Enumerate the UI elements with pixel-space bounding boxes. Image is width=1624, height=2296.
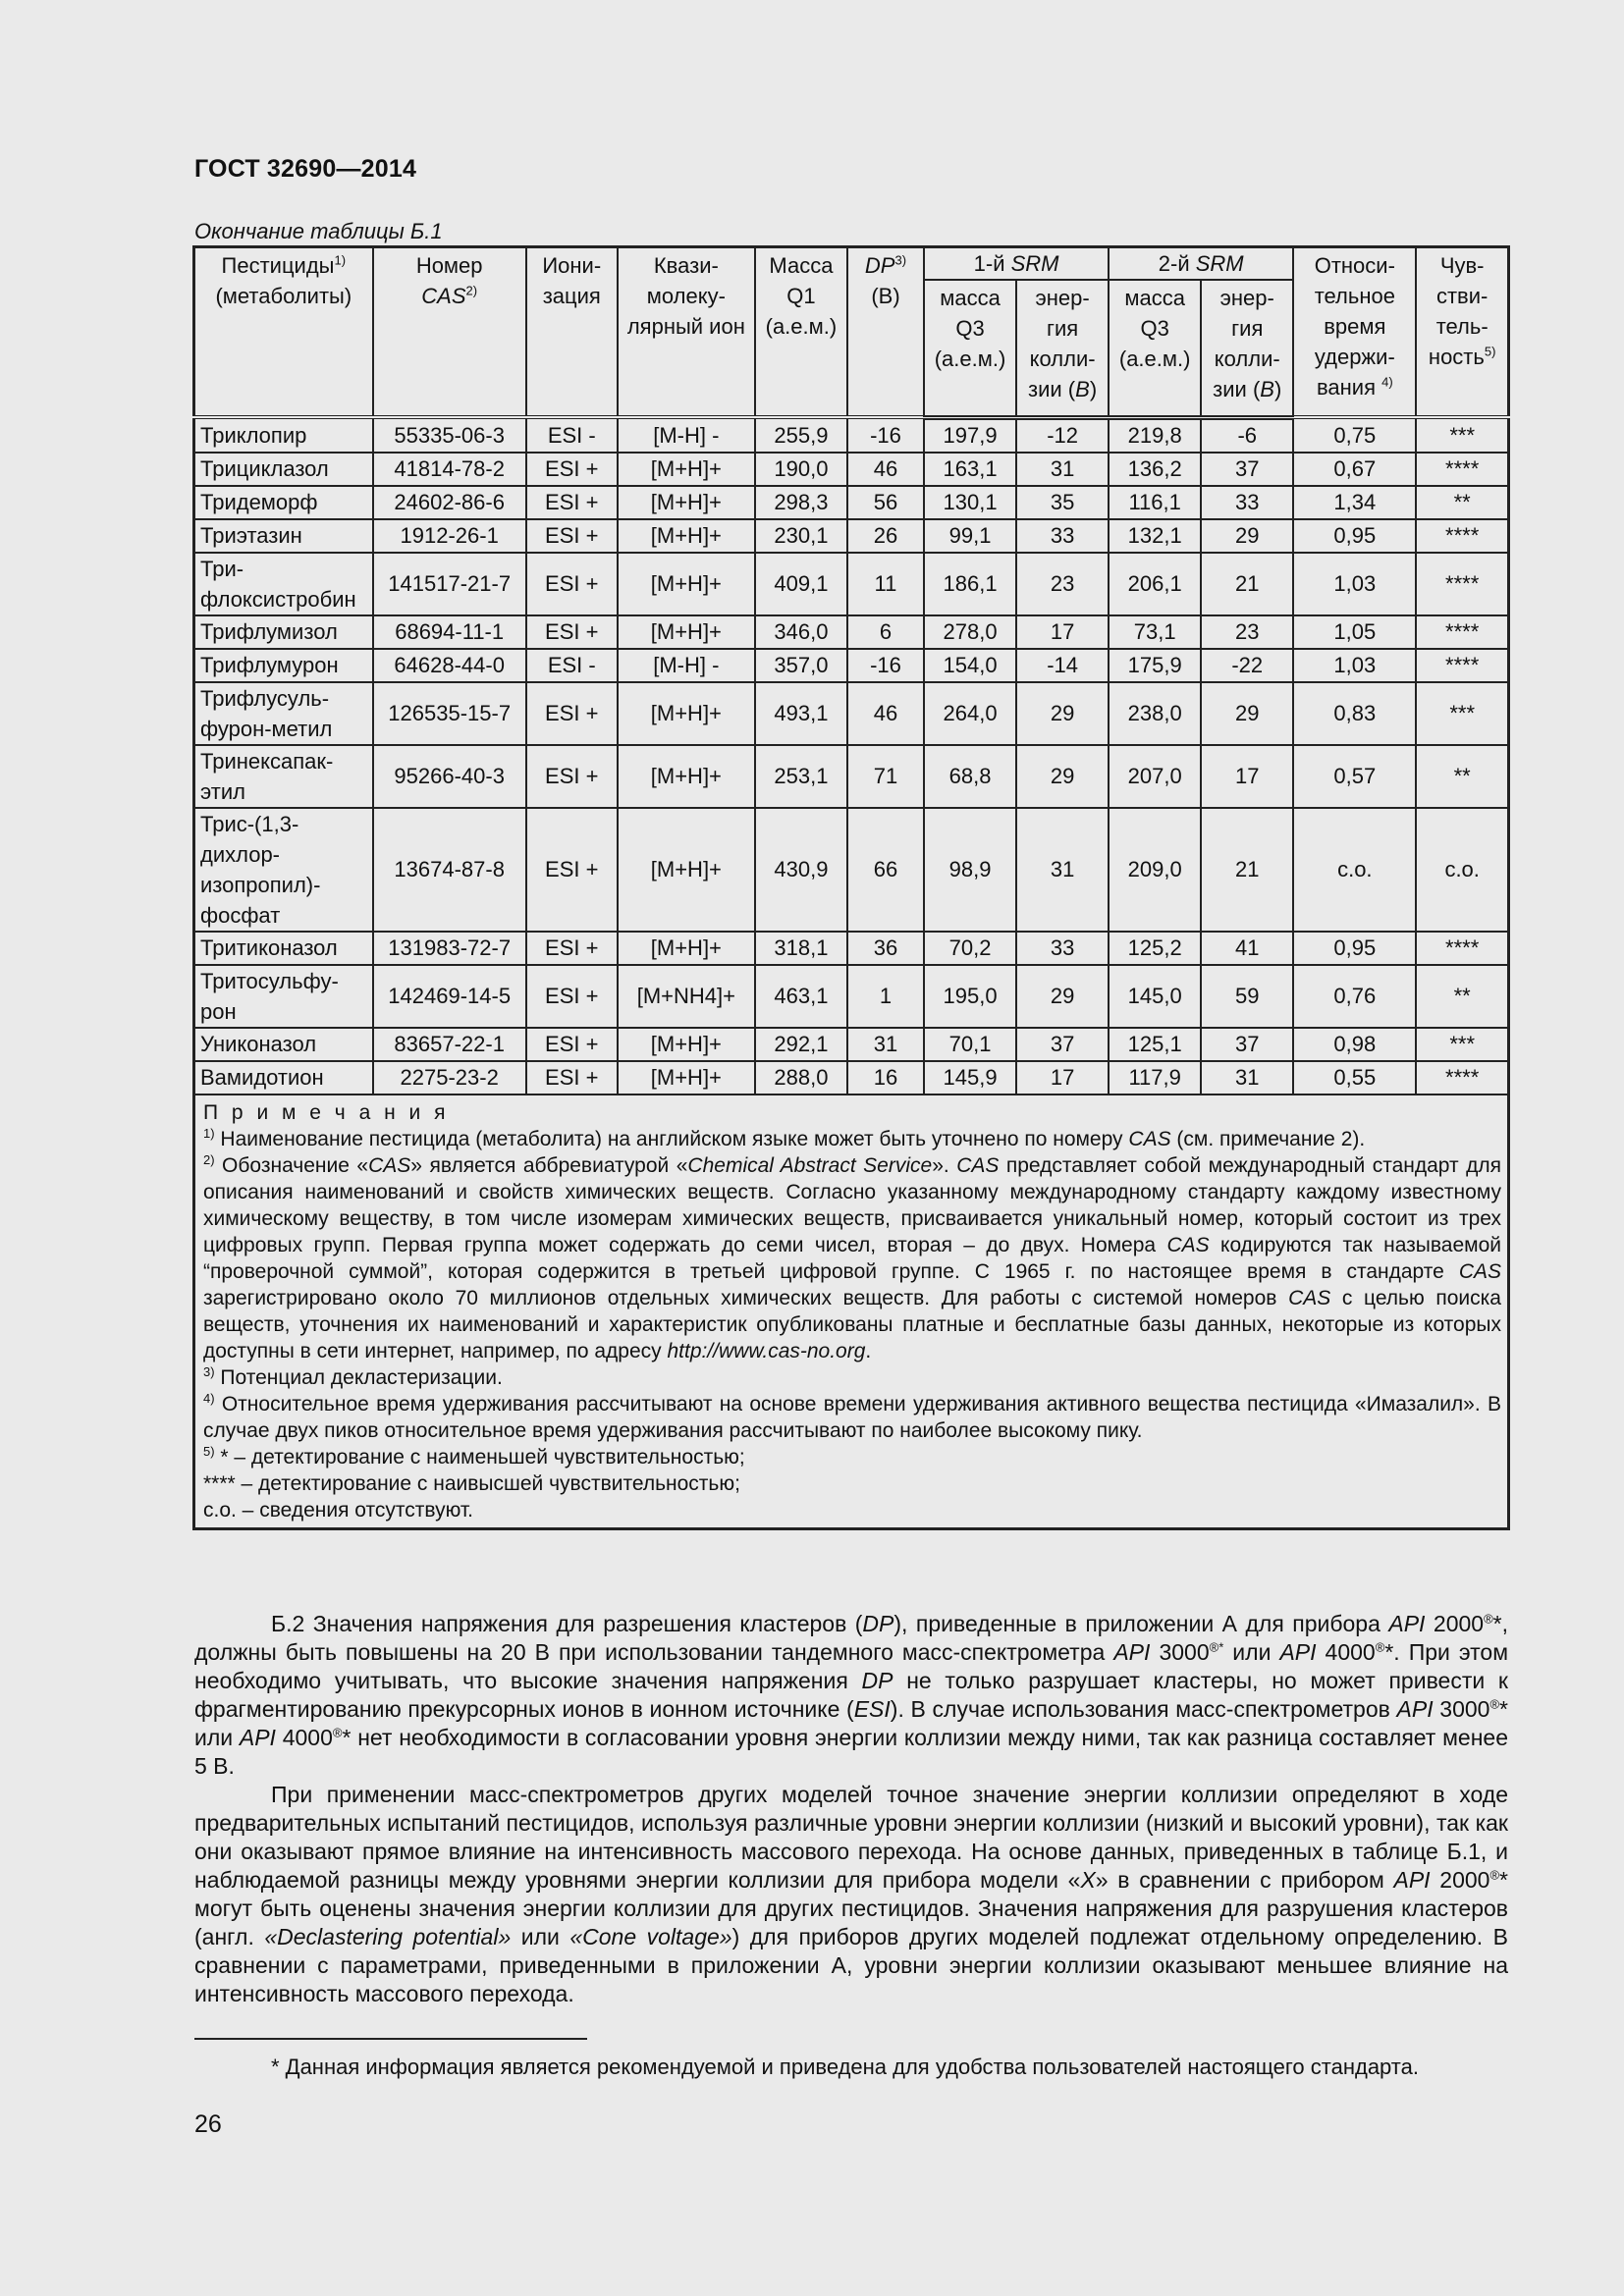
cell-srm1-energy: 29 [1016,745,1109,808]
col-header-quasi-ion: Квази- молеку- лярный ион [618,247,755,418]
cell-srm2-q3: 73,1 [1109,615,1201,649]
cell-rel-time: 0,95 [1293,519,1416,553]
cell-quasi-ion: [M-H] - [618,417,755,453]
cell-ionization: ESI + [526,808,618,932]
cell-name: Триэтазин [194,519,373,553]
cell-cas: 131983-72-7 [373,932,526,965]
cell-srm2-q3: 117,9 [1109,1061,1201,1095]
cell-rel-time: 0,76 [1293,965,1416,1028]
cell-srm1-energy: 31 [1016,808,1109,932]
document-id: ГОСТ 32690—2014 [194,155,417,183]
col-header-rel-time: Относи- тельное время удержи- вания $^{4)}$ [1293,247,1416,418]
cell-srm1-q3: 99,1 [924,519,1016,553]
cell-srm1-energy: 29 [1016,965,1109,1028]
cell-cas: 64628-44-0 [373,649,526,682]
cell-srm1-q3: 70,2 [924,932,1016,965]
col-header-srm2-energy: энер- гия колли- зии (B) [1201,280,1293,417]
table-row [194,1028,1509,1061]
cell-name: Тридеморф [194,486,373,519]
col-header-mass-q1: Масса Q1 (а.е.м.) [755,247,847,418]
cell-srm1-energy: 17 [1016,615,1109,649]
col-header-dp: DP$^{3)}$ (B) [847,247,924,418]
cell-srm2-energy: 21 [1201,553,1293,615]
note-5: $^{5)}$ * – детектирование с наименьшей чувствительностью; [203,1443,745,1468]
paragraph-b2: Б.2 Значения напряжения для разрешения кластеров (DP), приведенные в приложении А для прибора API 2000®*, должны быть повышены на 20 В при использовании тандемного масс-спектрометра API 3000®* или API 4000®*. При этом необходимо учитывать, что высокие значения напряжения DP не только разрушает кластеры, но может привести к фрагментированию прекурсорных ионов в ионном источнике (ESI). В случае использования масс-спектрометров API 3000®* или API 4000®* нет необходимости в согласовании уровня энергии коллизии между ними, так как разница составляет менее 5 В. [194,1611,1509,1779]
col-header-sensitivity: Чув- стви- тель- ность$^{5)}$ [1416,247,1508,418]
cell-cas: 41814-78-2 [373,453,526,486]
cell-mass-q1: 230,1 [755,519,847,553]
table-row [194,808,1509,932]
cell-dp: 6 [847,615,924,649]
col-header-pesticides: Пестициды$^{1)}$ (метаболиты) [194,247,373,418]
cell-ionization: ESI - [526,417,618,453]
cell-srm2-q3: 175,9 [1109,649,1201,682]
cell-sensitivity: **** [1416,932,1508,965]
cell-rel-time: 1,34 [1293,486,1416,519]
cell-mass-q1: 255,9 [755,417,847,453]
cell-name: Три- флоксистробин [194,553,373,615]
cell-srm2-energy: 23 [1201,615,1293,649]
cell-mass-q1: 253,1 [755,745,847,808]
cell-quasi-ion: [M+H]+ [618,519,755,553]
cell-srm1-energy: 33 [1016,932,1109,965]
cell-srm1-q3: 186,1 [924,553,1016,615]
cell-srm1-energy: 37 [1016,1028,1109,1061]
cell-srm2-q3: 206,1 [1109,553,1201,615]
cell-dp: 11 [847,553,924,615]
body-text [194,1610,1508,2008]
cell-srm2-energy: 29 [1201,682,1293,745]
cell-dp: 36 [847,932,924,965]
cell-srm1-q3: 154,0 [924,649,1016,682]
cell-cas: 24602-86-6 [373,486,526,519]
cell-sensitivity: **** [1416,615,1508,649]
cell-srm2-energy: 17 [1201,745,1293,808]
cell-srm1-q3: 70,1 [924,1028,1016,1061]
cell-quasi-ion: [M+H]+ [618,1061,755,1095]
cell-srm1-energy: 29 [1016,682,1109,745]
cell-sensitivity: **** [1416,649,1508,682]
cell-srm2-q3: 132,1 [1109,519,1201,553]
cell-dp: 31 [847,1028,924,1061]
cell-srm2-q3: 125,1 [1109,1028,1201,1061]
cell-srm2-q3: 207,0 [1109,745,1201,808]
cell-ionization: ESI + [526,1028,618,1061]
cell-ionization: ESI + [526,553,618,615]
cell-ionization: ESI + [526,965,618,1028]
table-row [194,453,1509,486]
table-row [194,417,1509,453]
table-body [194,417,1509,1095]
cell-name: Трис-(1,3- дихлор- изопропил)- фосфат [194,808,373,932]
cell-rel-time: 0,55 [1293,1061,1416,1095]
cell-quasi-ion: [M+H]+ [618,486,755,519]
table-row [194,965,1509,1028]
cell-dp: 66 [847,808,924,932]
cell-cas: 1912-26-1 [373,519,526,553]
cell-sensitivity: ** [1416,965,1508,1028]
cell-srm2-energy: 37 [1201,1028,1293,1061]
table-container [192,245,1510,1530]
cell-sensitivity: ** [1416,745,1508,808]
cell-srm1-energy: 31 [1016,453,1109,486]
table-row [194,1061,1509,1095]
cell-dp: 1 [847,965,924,1028]
cell-quasi-ion: [M+H]+ [618,932,755,965]
cell-cas: 13674-87-8 [373,808,526,932]
note-4: $^{4)}$ Относительное время удерживания рассчитывают на основе времени удерживания активного вещества пестицида «Имазалил». В случае двух пиков относительное время удерживания рассчитывают по наиболее высокому пику. [203,1390,1501,1442]
cell-rel-time: 1,03 [1293,553,1416,615]
table-row [194,932,1509,965]
cell-cas: 95266-40-3 [373,745,526,808]
cell-srm1-q3: 197,9 [924,417,1016,453]
col-header-cas: Номер CAS$^{2)}$ [373,247,526,418]
cell-name: Вамидотион [194,1061,373,1095]
cell-name: Трициклазол [194,453,373,486]
cell-ionization: ESI + [526,519,618,553]
col-header-srm2-mass-q3: масса Q3 (а.е.м.) [1109,280,1201,417]
cell-srm1-q3: 145,9 [924,1061,1016,1095]
cell-rel-time: 1,03 [1293,649,1416,682]
table-row [194,486,1509,519]
table-row [194,682,1509,745]
cell-quasi-ion: [M+H]+ [618,808,755,932]
cell-dp: 46 [847,682,924,745]
cell-ionization: ESI + [526,682,618,745]
cell-rel-time: 0,57 [1293,745,1416,808]
cell-srm1-q3: 130,1 [924,486,1016,519]
notes-title: П р и м е ч а н и я [203,1100,450,1124]
cell-srm2-q3: 145,0 [1109,965,1201,1028]
cell-srm2-energy: 21 [1201,808,1293,932]
cell-quasi-ion: [M+H]+ [618,1028,755,1061]
cell-quasi-ion: [M+H]+ [618,745,755,808]
col-header-ionization: Иони- зация [526,247,618,418]
cell-quasi-ion: [M+H]+ [618,553,755,615]
cell-mass-q1: 292,1 [755,1028,847,1061]
cell-ionization: ESI + [526,1061,618,1095]
note-3: $^{3)}$ Потенциал декластеризации. [203,1363,503,1389]
cell-srm1-q3: 163,1 [924,453,1016,486]
cell-dp: 26 [847,519,924,553]
cell-mass-q1: 463,1 [755,965,847,1028]
page-number: 26 [194,2110,222,2138]
cell-srm1-q3: 68,8 [924,745,1016,808]
cell-dp: -16 [847,417,924,453]
cell-srm2-energy: 41 [1201,932,1293,965]
cell-quasi-ion: [M+H]+ [618,615,755,649]
cell-ionization: ESI + [526,615,618,649]
cell-mass-q1: 298,3 [755,486,847,519]
cell-srm2-energy: 33 [1201,486,1293,519]
cell-quasi-ion: [M-H] - [618,649,755,682]
cell-mass-q1: 357,0 [755,649,847,682]
cell-cas: 68694-11-1 [373,615,526,649]
cell-ionization: ESI + [526,486,618,519]
cell-srm1-q3: 264,0 [924,682,1016,745]
cell-sensitivity: *** [1416,417,1508,453]
cell-rel-time: 0,98 [1293,1028,1416,1061]
cell-sensitivity: ** [1416,486,1508,519]
cell-ionization: ESI + [526,745,618,808]
note-2: $^{2)}$ Обозначение «CAS» является аббревиатурой «Chemical Abstract Service». CAS представляет собой международный стандарт для описания наименований и свойств химических веществ. Согласно указанному международному стандарту каждому известному химическому веществу, в том числе изомерам химических веществ, присваивается уникальный номер, который состоит из трех цифровых групп. Первая группа может содержать до семи чисел, вторая – до двух. Номера CAS кодируются так называемой “проверочной суммой”, которая содержится в третьей цифровой группе. С 1965 г. по настоящее время в стандарте CAS зарегистрировано около 70 миллионов отдельных химических веществ. Для работы с системой номеров CAS с целью поиска веществ, уточнения их наименований и характеристик опубликованы платные и бесплатные базы данных, некоторые из которых доступны в сети интернет, например, по адресу http://www.cas-no.org. [203,1151,1501,1362]
cell-cas: 55335-06-3 [373,417,526,453]
cell-srm1-energy: -12 [1016,417,1109,453]
cas-url-link: http://www.cas-no.org [667,1339,866,1362]
footnote-divider [194,2038,587,2040]
cell-name: Тритосульфу- рон [194,965,373,1028]
cell-sensitivity: *** [1416,682,1508,745]
cell-srm1-energy: 17 [1016,1061,1109,1095]
table-row [194,553,1509,615]
cell-srm1-q3: 195,0 [924,965,1016,1028]
cell-srm1-q3: 98,9 [924,808,1016,932]
cell-quasi-ion: [M+H]+ [618,682,755,745]
cell-srm2-energy: 59 [1201,965,1293,1028]
cell-cas: 2275-23-2 [373,1061,526,1095]
note-1: $^{1)}$ Наименование пестицида (метаболита) на английском языке может быть уточнено по номеру CAS (см. примечание 2). [203,1125,1366,1150]
cell-rel-time: 0,83 [1293,682,1416,745]
footnote: * Данная информация является рекомендуемой и приведена для удобства пользователей настоящего стандарта. [271,2055,1419,2079]
cell-rel-time: с.о. [1293,808,1416,932]
cell-mass-q1: 288,0 [755,1061,847,1095]
cell-dp: 16 [847,1061,924,1095]
cell-quasi-ion: [M+NH4]+ [618,965,755,1028]
cell-dp: 46 [847,453,924,486]
cell-cas: 126535-15-7 [373,682,526,745]
cell-mass-q1: 346,0 [755,615,847,649]
cell-srm2-q3: 136,2 [1109,453,1201,486]
cell-mass-q1: 190,0 [755,453,847,486]
cell-sensitivity: **** [1416,453,1508,486]
cell-mass-q1: 318,1 [755,932,847,965]
paragraph-other-models: При применении масс-спектрометров других моделей точное значение энергии коллизии определяют в ходе предварительных испытаний пестицидов, используя различные уровни энергии коллизии (низкий и высокий уровни), так как они оказывают прямое влияние на интенсивность массового перехода. На основе данных, приведенных в таблице Б.1, и наблюдаемой разницы между уровнями энергии коллизии для прибора модели «X» в сравнении с прибором API 2000®* могут быть оценены значения энергии коллизии для других пестицидов. Значения напряжения для разрушения кластеров (англ. «Declastering potential» или «Cone voltage») для приборов других моделей подлежат отдельному определению. В сравнении с параметрами, приведенными в приложении А, уровни энергии коллизии оказывают меньшее влияние на интенсивность массового перехода. [194,1782,1508,2006]
cell-srm2-q3: 209,0 [1109,808,1201,932]
cell-name: Трифлумизол [194,615,373,649]
cell-srm1-energy: -14 [1016,649,1109,682]
cell-dp: -16 [847,649,924,682]
table-row [194,745,1509,808]
table-row [194,649,1509,682]
cell-sensitivity: **** [1416,519,1508,553]
cell-sensitivity: *** [1416,1028,1508,1061]
cell-srm1-q3: 278,0 [924,615,1016,649]
col-header-srm1-energy: энер- гия колли- зии (B) [1016,280,1109,417]
cell-srm1-energy: 23 [1016,553,1109,615]
note-5-no-data: с.о. – сведения отсутствуют. [203,1498,474,1522]
cell-ionization: ESI - [526,649,618,682]
cell-srm2-energy: 37 [1201,453,1293,486]
cell-name: Трифлумурон [194,649,373,682]
cell-srm1-energy: 33 [1016,519,1109,553]
pesticide-table [192,245,1510,1530]
cell-srm2-energy: -6 [1201,417,1293,453]
cell-srm2-q3: 116,1 [1109,486,1201,519]
cell-rel-time: 0,67 [1293,453,1416,486]
cell-name: Трифлусуль- фурон-метил [194,682,373,745]
cell-rel-time: 0,95 [1293,932,1416,965]
cell-cas: 142469-14-5 [373,965,526,1028]
table-row [194,519,1509,553]
cell-srm2-q3: 219,8 [1109,417,1201,453]
cell-name: Триклопир [194,417,373,453]
cell-cas: 83657-22-1 [373,1028,526,1061]
table-row [194,615,1509,649]
cell-srm2-energy: 29 [1201,519,1293,553]
note-5-high: **** – детектирование с наивысшей чувствительностью; [203,1471,740,1495]
cell-name: Тритиконазол [194,932,373,965]
cell-srm1-energy: 35 [1016,486,1109,519]
cell-name: Униконазол [194,1028,373,1061]
cell-mass-q1: 493,1 [755,682,847,745]
cell-rel-time: 0,75 [1293,417,1416,453]
cell-dp: 56 [847,486,924,519]
col-header-srm1-mass-q3: масса Q3 (а.е.м.) [924,280,1016,417]
cell-sensitivity: **** [1416,1061,1508,1095]
cell-srm2-energy: -22 [1201,649,1293,682]
col-header-srm2: 2-й SRM [1109,247,1293,281]
cell-mass-q1: 430,9 [755,808,847,932]
cell-sensitivity: **** [1416,553,1508,615]
cell-mass-q1: 409,1 [755,553,847,615]
table-notes [194,1095,1509,1529]
cell-ionization: ESI + [526,453,618,486]
cell-name: Тринексапак- этил [194,745,373,808]
cell-quasi-ion: [M+H]+ [618,453,755,486]
cell-sensitivity: с.о. [1416,808,1508,932]
cell-rel-time: 1,05 [1293,615,1416,649]
col-header-srm1: 1-й SRM [924,247,1109,281]
cell-srm2-energy: 31 [1201,1061,1293,1095]
table-caption: Окончание таблицы Б.1 [194,219,443,243]
cell-cas: 141517-21-7 [373,553,526,615]
cell-srm2-q3: 238,0 [1109,682,1201,745]
cell-dp: 71 [847,745,924,808]
cell-ionization: ESI + [526,932,618,965]
cell-srm2-q3: 125,2 [1109,932,1201,965]
